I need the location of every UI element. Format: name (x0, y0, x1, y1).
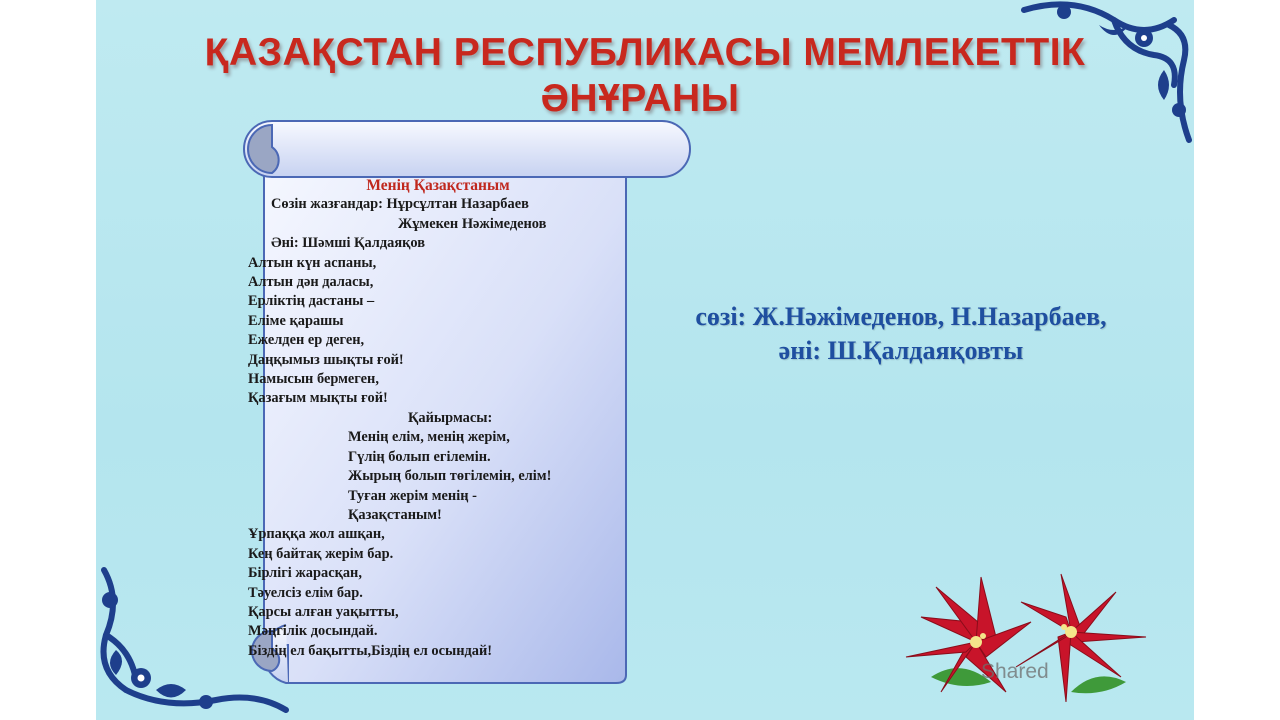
poem-line: Мәңгілік досындай. (248, 623, 378, 640)
poem-authors: Сөзін жазғандар: Нұрсұлтан Назарбаев (271, 196, 529, 213)
credits-music: әні: Ш.Қалдаяқовты (778, 336, 1024, 365)
poem-line: Қарсы алған уақытты, (248, 603, 399, 620)
poem-line: Тәуелсіз елім бар. (248, 584, 363, 601)
credits-words: сөзі: Ж.Нәжімеденов, Н.Назарбаев, (695, 302, 1107, 331)
poem-line: Біздің ел бақытты,Біздің ел осындай! (248, 642, 493, 659)
slide-title (96, 30, 1194, 122)
title-line-1: ҚАЗАҚСТАН РЕСПУБЛИКАСЫ МЕМЛЕКЕТТІК (204, 31, 1086, 74)
poem-author-2: Жұмекен Нәжімеденов (398, 215, 547, 232)
slide (96, 0, 1194, 720)
poinsettia-flower-icon (901, 572, 1161, 720)
chorus-label: Қайырмасы: (408, 409, 493, 426)
poem-line: Алтын күн аспаны, (248, 254, 377, 271)
poem-line: Ежелден ер деген, (248, 332, 365, 349)
poem-heading: Менің Қазақстаным (366, 177, 510, 194)
poem-line: Ұрпаққа жол ашқан, (248, 526, 385, 543)
credits (621, 300, 1181, 368)
poem-line: Даңқымыз шықты ғой! (248, 351, 404, 368)
poem-line: Ерліктің дастаны – (248, 293, 375, 310)
poem-line: Кең байтақ жерім бар. (248, 545, 394, 562)
chorus-line: Гүлің болып егілемін. (348, 448, 491, 465)
poem-music: Әні: Шәмші Қалдаяқов (271, 235, 426, 252)
poem-line: Алтын дән даласы, (248, 274, 374, 291)
watermark-text: Shared (981, 660, 1049, 683)
poem-line: Бірлігі жарасқан, (248, 565, 362, 582)
anthem-lyrics (248, 176, 628, 661)
title-line-2: ӘНҰРАНЫ (540, 77, 740, 120)
poem-line: Намысын бермеген, (248, 371, 379, 388)
chorus-line: Менің елім, менің жерім, (348, 429, 510, 446)
poem-line: Еліме қарашы (248, 312, 344, 329)
poem-line: Қазағым мықты ғой! (248, 390, 388, 407)
chorus-line: Жырың болып төгілемін, елім! (348, 468, 552, 485)
chorus-line: Қазақстаным! (348, 506, 442, 523)
chorus-line: Туған жерім менің - (348, 487, 477, 504)
